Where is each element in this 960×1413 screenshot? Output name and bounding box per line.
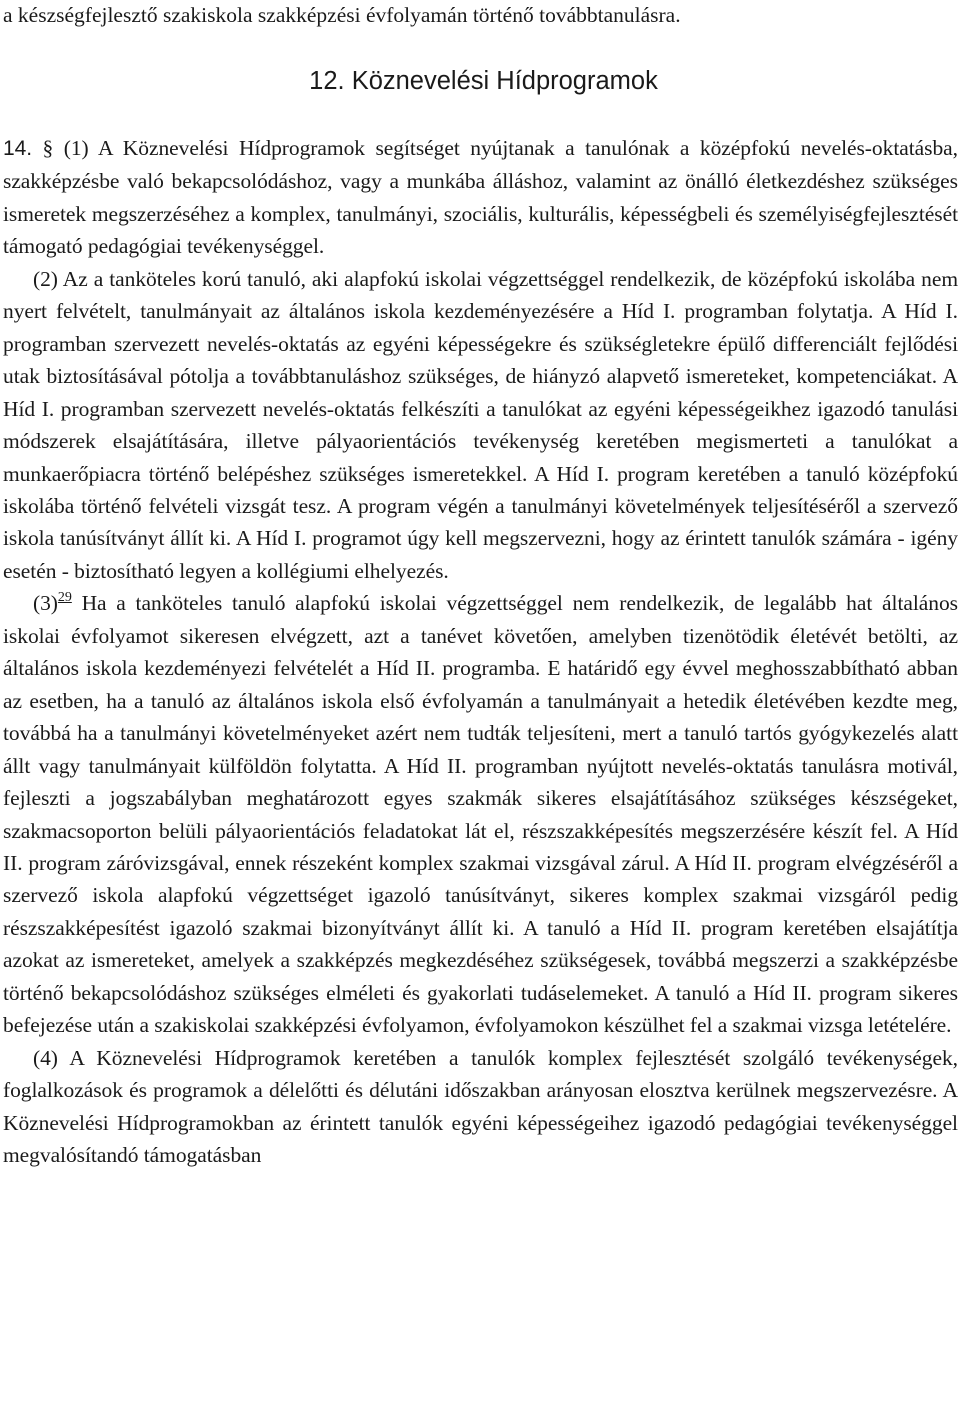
paragraph-1 [3,132,958,263]
paragraph-3 [3,587,958,1041]
document-page [3,0,958,1172]
paragraph-2: (2) Az a tanköteles korú tanuló, aki alapfokú iskolai végzettséggel rendelkezik, de középfokú iskolába nem nyert felvételt, tanulmányait az általános iskola kezdeményezésére a Híd I. programban folytatja. A Híd I. programban szervezett nevelés-oktatás az egyéni képességekre és szükségletekre épülő differenciált fejlődési utak biztosításával pótolja a továbbtanuláshoz szükséges, de hiányzó alapvető ismereteket, kompetenciákat. A Híd I. programban szervezett nevelés-oktatás felkészíti a tanulókat az egyéni képességeikhez igazodó tanulási módszerek elsajátítására, illetve pályaorientációs tevékenység keretében megismerteti a tanulókat a munkaerőpiacra történő belépéshez szükséges ismeretekkel. A Híd I. program keretében a tanuló középfokú iskolába történő felvételi vizsgát tesz. A program végén a tanulmányi követelmények teljesítéséről a szervező iskola tanúsítványt állít ki. A Híd I. programot úgy kell megszervezni, hogy az érintett tanulók számára - igény esetén - biztosítható legyen a kollégiumi elhelyezés. [3,266,958,583]
section-number: 14. [3,137,33,160]
paragraph-3-label: (3) [33,591,58,616]
paragraph-1-text: (1) A Köznevelési Hídprogramok segítséget nyújtanak a tanulónak a középfokú nevelés-oktatásba, szakképzésbe való bekapcsolódáshoz, vagy a munkába álláshoz, valamint az önálló életkezdéshez szükséges ismeretek megszerzéséhez a komplex, tanulmányi, szociális, kulturális, képességbeli és személyiségfejlesztését támogató pedagógiai tevékenységgel. [3,136,958,259]
paragraph-4: (4) A Köznevelési Hídprogramok keretében a tanulók komplex fejlesztését szolgáló tevékenységek, foglalkozások és programok a délelőtti és délutáni időszakban arányosan elosztva kerülnek megszervezésre. A Köznevelési Hídprogramokban az érintett tanulók egyéni képességeihez igazodó pedagógiai tevékenységgel megvalósítandó támogatásban [3,1045,958,1168]
paragraph-3-text: Ha a tanköteles tanuló alapfokú iskolai végzettséggel nem rendelkezik, de legalább hat általános iskolai évfolyamot sikeresen elvégzett, azt a tanévet követően, amelyben tizenötödik életévét betölti, az általános iskola kezdeményezi felvételét a Híd II. programba. E határidő egy évvel meghosszabbítható abban az esetben, ha a tanuló az általános iskola első évfolyamán a tanulmányait a hetedik életévében kezdte meg, továbbá ha a tanulmányi követelményeket azért nem tudták teljesíteni, mert a tanuló tartós gyógykezelés alatt állt vagy tanulmányait külföldön folytatta. A Híd II. programban nyújtott nevelés-oktatás tanulásra motivál, fejleszti a jogszabályban meghatározott egyes szakmák sikeres elsajátításához szükséges készségeket, szakmacsoporton belüli pályaorientációs feladatokat lát el, részszakképesítés megszerzésére készít fel. A Híd II. program záróvizsgával, ennek részeként komplex szakmai vizsgával zárul. A Híd II. program elvégzéséről a szervező iskola alapfokú végzettséget igazoló tanúsítványt, sikeres komplex szakmai vizsgáról pedig részszakképesítést igazoló szakmai bizonyítványt állít ki. A tanuló a Híd II. program keretében elsajátítja azokat az ismereteket, amelyek a szakképzés megkezdéséhez szükségesek, továbbá megszerzi a szakképzésbe történő bekapcsolódáshoz szükséges elméleti és gyakorlati tudáselemeket. A tanuló a Híd II. program sikeres befejezése után a szakiskolai szakképzési évfolyamon, évfolyamokon készülhet fel a szakmai vizsga letételére. [3,591,958,1038]
section-sign: § [32,136,64,160]
footnote-link[interactable]: 29 [57,590,72,606]
section-heading: 12. Köznevelési Hídprogramok [309,67,658,95]
continued-text-line: a készségfejlesztő szakiskola szakképzési évfolyamán történő továbbtanulásra. [3,3,681,27]
